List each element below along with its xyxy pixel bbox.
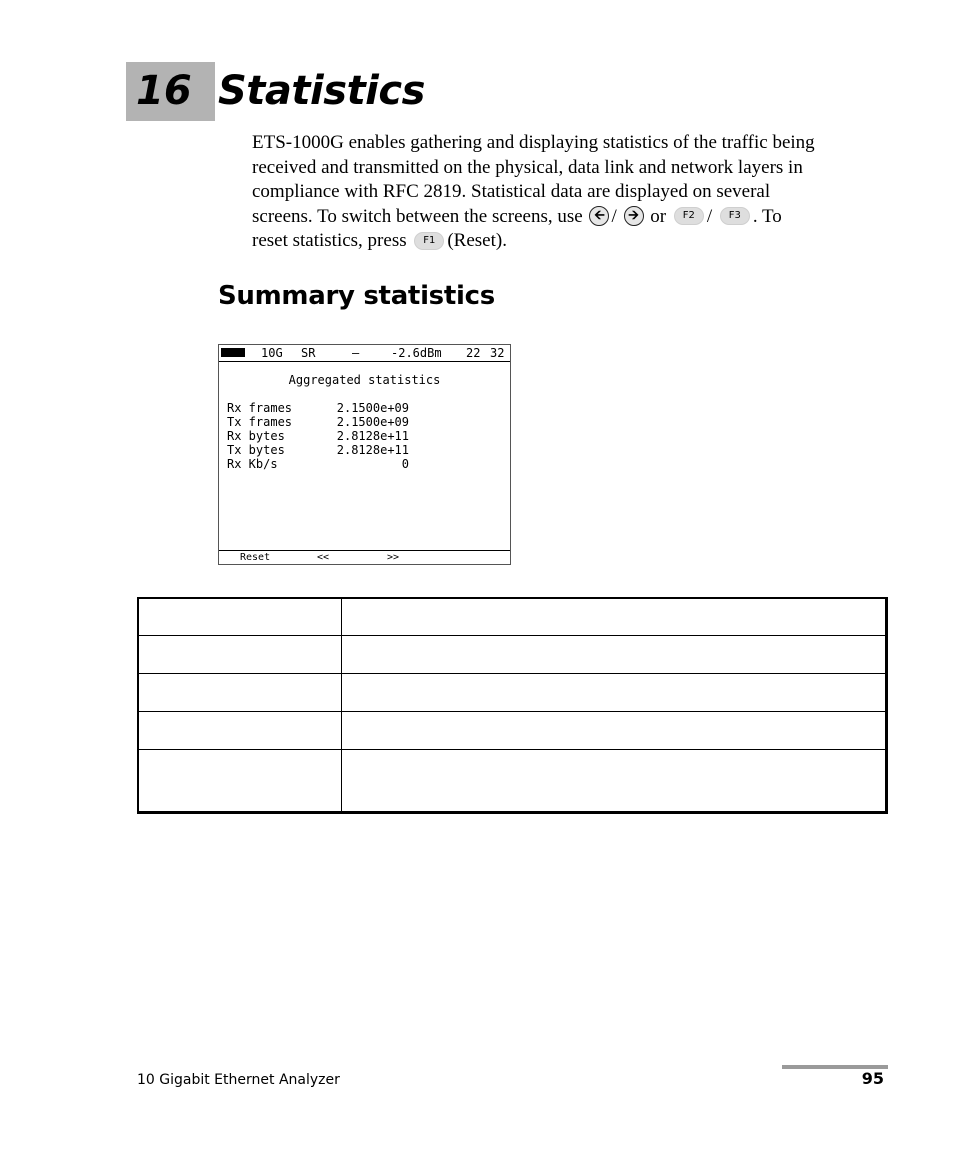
status-minutes: 32: [490, 346, 505, 360]
stat-value: 2.1500e+09: [336, 401, 409, 415]
intro-text: screens. To switch between the screens, use: [252, 205, 583, 227]
table-cell: [138, 750, 342, 813]
intro-text: (Reset).: [447, 230, 507, 252]
table-cell: [342, 598, 888, 636]
table-row: [138, 712, 888, 750]
device-softkey-bar: [219, 550, 510, 564]
page-number: 95: [861, 1069, 884, 1088]
table-cell: [138, 674, 342, 712]
chapter-title: Statistics: [218, 68, 425, 114]
softkey-reset: Reset: [240, 552, 271, 563]
device-screen: [218, 344, 511, 565]
or-text: or: [650, 205, 667, 227]
f1-key-icon: F1: [414, 232, 444, 250]
table-cell: [342, 636, 888, 674]
f2-key-icon: F2: [674, 207, 704, 225]
status-mode: SR: [301, 346, 316, 360]
table-row: [138, 636, 888, 674]
stat-value: 2.1500e+09: [336, 415, 409, 429]
status-hours: 22: [466, 346, 481, 360]
stat-row: [227, 457, 409, 513]
intro-text: . To: [752, 205, 782, 227]
table-cell: [138, 636, 342, 674]
intro-text: reset statistics, press: [252, 230, 407, 252]
table-cell: [138, 712, 342, 750]
stat-label: Tx bytes: [227, 443, 285, 457]
stat-value: 0: [401, 457, 409, 471]
intro-line: ETS-1000G enables gathering and displaying statistics of the traffic being: [252, 132, 815, 153]
envelope-icon: [221, 348, 245, 357]
table-row: [138, 674, 888, 712]
intro-line: compliance with RFC 2819. Statistical data are displayed on several: [252, 181, 771, 203]
table-row: [138, 750, 888, 813]
stat-label: Rx frames: [227, 401, 293, 415]
intro-line-keys: [252, 205, 882, 230]
chapter-number: 16: [136, 68, 192, 114]
device-heading: Aggregated statistics: [288, 373, 441, 387]
table-cell: [342, 674, 888, 712]
status-rate: 10G: [261, 346, 283, 360]
slash-text: /: [706, 205, 713, 227]
status-power: -2.6dBm: [391, 346, 442, 360]
table-cell: [342, 750, 888, 813]
statistics-table: [137, 597, 888, 813]
device-status-bar: [219, 345, 510, 362]
right-arrow-key-icon: 🡪: [624, 206, 644, 226]
stat-label: Rx Kb/s: [227, 457, 278, 471]
softkey-next: >>: [387, 552, 400, 563]
stat-label: Rx bytes: [227, 429, 285, 443]
footer-product: 10 Gigabit Ethernet Analyzer: [137, 1072, 340, 1088]
table-cell: [138, 598, 342, 636]
stat-value: 2.8128e+11: [336, 443, 409, 457]
intro-line-reset: [252, 229, 882, 254]
intro-paragraph: [252, 131, 882, 254]
stat-label: Tx frames: [227, 415, 293, 429]
status-dash: –: [352, 346, 360, 360]
table-row: [138, 598, 888, 636]
table-cell: [342, 712, 888, 750]
slash-text: /: [611, 205, 617, 227]
f3-key-icon: F3: [720, 207, 750, 225]
stat-value: 2.8128e+11: [336, 429, 409, 443]
section-title: Summary statistics: [218, 281, 495, 311]
intro-line: received and transmitted on the physical, data link and network layers in: [252, 156, 803, 178]
softkey-previous: <<: [317, 552, 330, 563]
left-arrow-key-icon: 🡨: [589, 206, 609, 226]
